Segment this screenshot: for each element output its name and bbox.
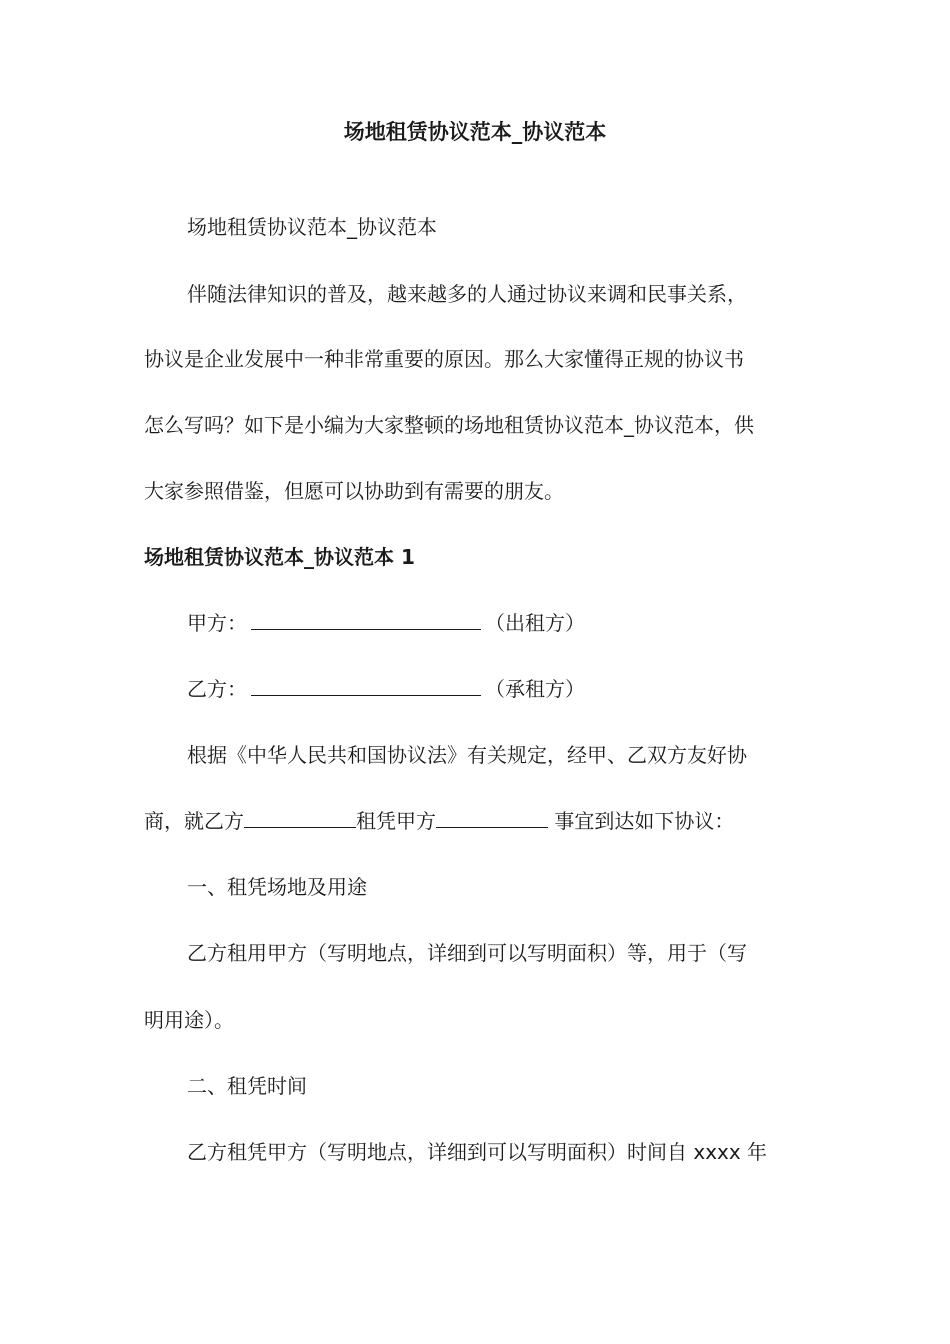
intro-line-2: 协议是企业发展中一种非常重要的原因。那么大家懂得正规的协议书 xyxy=(144,347,744,371)
basis-part-3: 事宜到达如下协议： xyxy=(548,809,735,833)
basis-part-2: 租凭甲方 xyxy=(356,809,436,833)
document-subtitle: 场地租赁协议范本_协议范本 xyxy=(187,215,437,239)
document-title: 场地租赁协议范本_协议范本 xyxy=(343,120,607,144)
lessee-blank xyxy=(244,807,356,828)
basis-line-2 xyxy=(144,806,734,836)
basis-line-1: 根据《中华人民共和国协议法》有关规定，经甲、乙双方友好协 xyxy=(187,743,747,767)
lessor-blank xyxy=(436,807,548,828)
basis-part-1: 商，就乙方 xyxy=(144,809,244,833)
party-b-label: 乙方： xyxy=(187,677,247,701)
party-b-line xyxy=(187,674,585,704)
party-a-line xyxy=(187,608,585,638)
clause-1-line-2: 明用途）。 xyxy=(144,1008,234,1032)
clause-1-line-1: 乙方租用甲方（写明地点，详细到可以写明面积）等，用于（写 xyxy=(187,941,747,965)
party-b-blank xyxy=(251,675,481,696)
clause-1-heading: 一、租凭场地及用途 xyxy=(187,875,367,899)
clause-2-heading: 二、租凭时间 xyxy=(187,1074,307,1098)
intro-line-3: 怎么写吗？如下是小编为大家整顿的场地租赁协议范本_协议范本，供 xyxy=(144,413,754,437)
party-a-blank xyxy=(251,609,481,630)
clause-2-line-1: 乙方租凭甲方（写明地点，详细到可以写明面积）时间自 xxxx 年 xyxy=(187,1140,768,1164)
section-heading: 场地租赁协议范本_协议范本 1 xyxy=(144,545,415,569)
intro-line-1: 伴随法律知识的普及，越来越多的人通过协议来调和民事关系， xyxy=(187,282,747,306)
party-b-role: （承租方） xyxy=(485,677,585,701)
party-a-role: （出租方） xyxy=(485,611,585,635)
intro-line-4: 大家参照借鉴，但愿可以协助到有需要的朋友。 xyxy=(144,479,564,503)
party-a-label: 甲方： xyxy=(187,611,247,635)
